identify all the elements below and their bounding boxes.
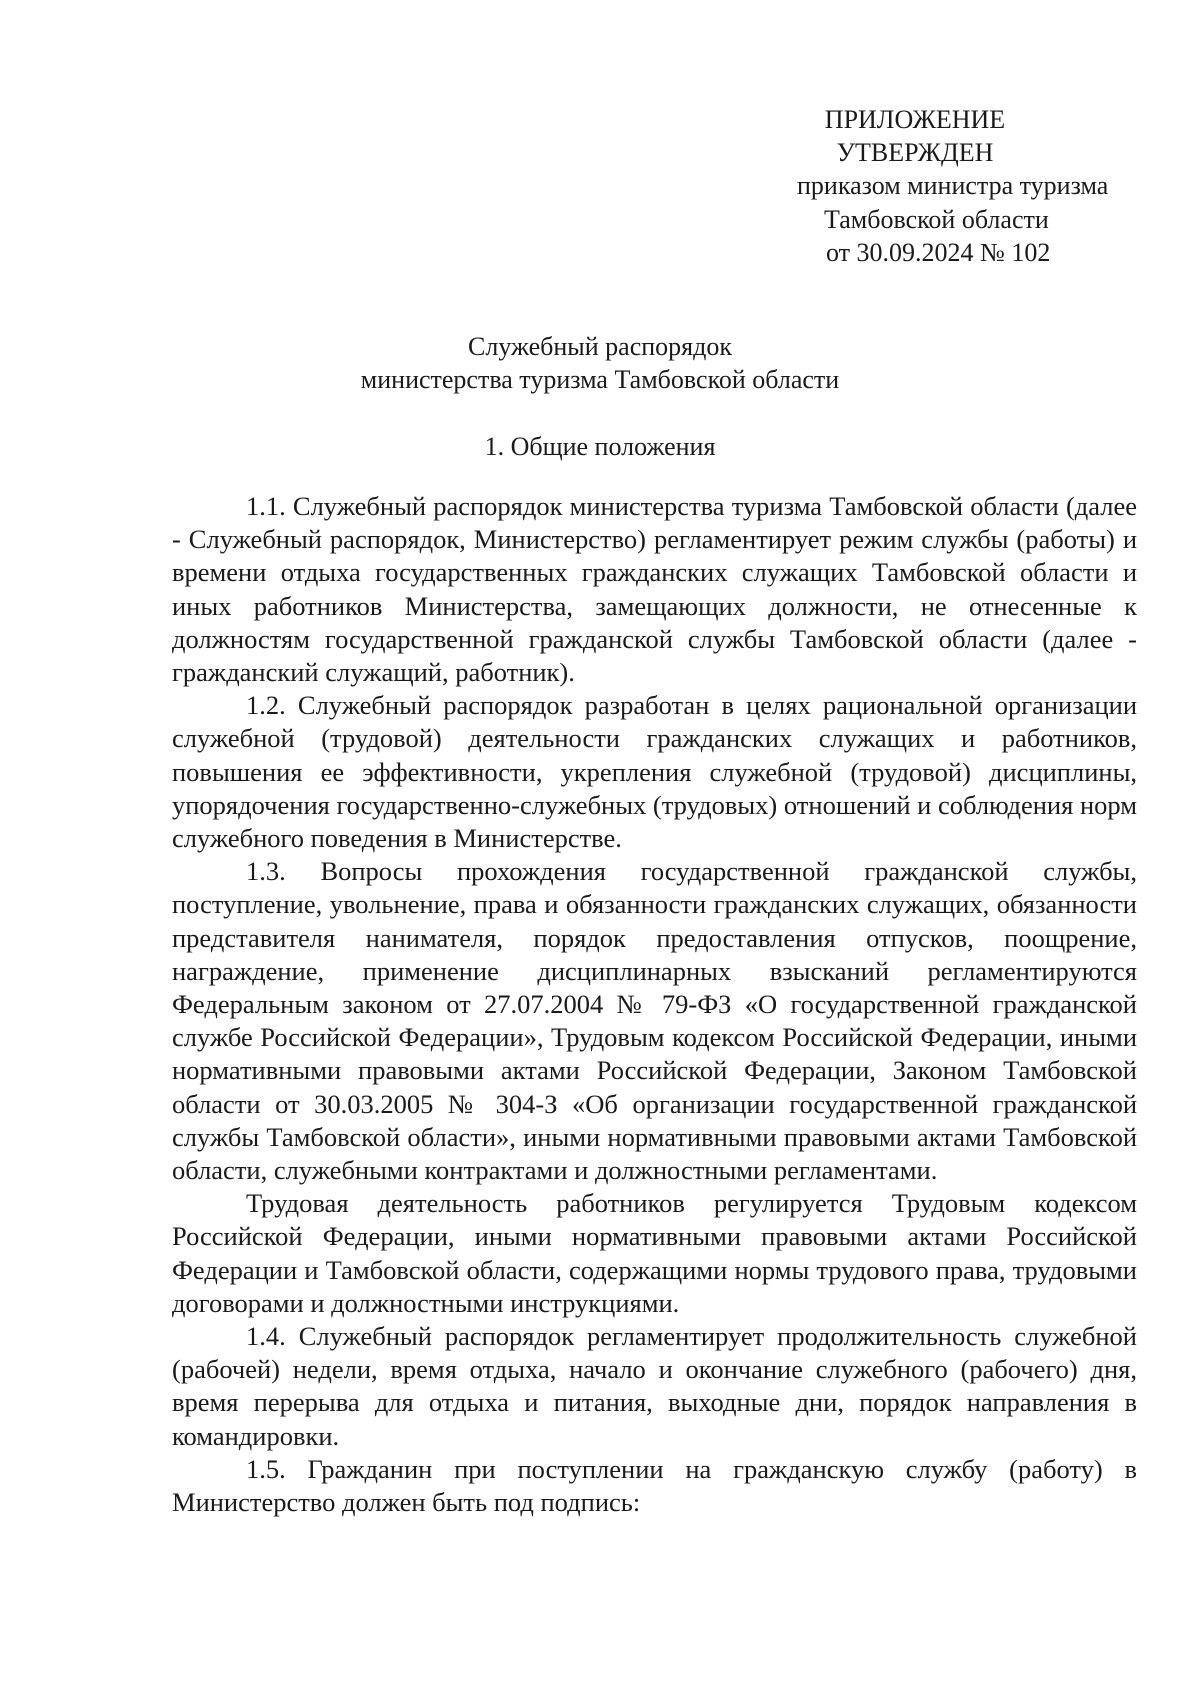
approved-date-number: от 30.09.2024 № 102 (826, 238, 1051, 267)
document-title-line1: Служебный распорядок (468, 332, 732, 361)
appendix-label: ПРИЛОЖЕНИЕ (824, 105, 1006, 134)
approved-by-order: приказом министра туризма (797, 171, 1109, 200)
paragraph-1-4: 1.4. Служебный распорядок регламентирует продолжительность служебной (рабочей) недели, время отдыха, начало и окончание служебного (рабочего) дня, время перерыва для отдыха и питания, выходные дни, порядок направления в командировки. (172, 1321, 1137, 1451)
paragraph-labor-activity: Трудовая деятельность работников регулируется Трудовым кодексом Российской Федерации, иными нормативными правовыми актами Российской Федерации и Тамбовской области, содержащими нормы трудового права, трудовыми договорами и должностными инструкциями. (172, 1188, 1137, 1318)
paragraph-1-2: 1.2. Служебный распорядок разработан в целях рациональной организации служебной (трудовой) деятельности гражданских служащих и работников, повышения ее эффективности, укрепления служебной (трудовой) дисциплины, упорядочения государственно-служебных (трудовых) отношений и соблюдения норм служебного поведения в Министерстве. (172, 690, 1137, 854)
paragraph-1-1: 1.1. Служебный распорядок министерства туризма Тамбовской области (далее - Служебный распорядок, Министерство) регламентирует режим службы (работы) и времени отдыха государственных гражданских служащих Тамбовской области и иных работников Министерства, замещающих должности, не отнесенные к должностям государственной гражданской службы Тамбовской области (далее - гражданский служащий, работник). (172, 491, 1137, 688)
document-title (0, 330, 1200, 396)
approved-region: Тамбовской области (824, 205, 1049, 234)
approved-label: УТВЕРЖДЕН (836, 138, 994, 167)
section-title: 1. Общие положения (484, 432, 716, 461)
paragraph-1-3: 1.3. Вопросы прохождения государственной гражданской службы, поступление, увольнение, права и обязанности гражданских служащих, обязанности представителя нанимателя, порядок предоставления отпусков, поощрение, награждение, применение дисциплинарных взысканий регламентируются Федеральным законом от 27.07.2004 № 79-ФЗ «О государственной гражданской службе Российской Федерации», Трудовым кодексом Российской Федерации, иными нормативными правовыми актами Российской Федерации, Законом Тамбовской области от 30.03.2005 № 304-З «Об организации государственной гражданской службы Тамбовской области», иными нормативными правовыми актами Тамбовской области, служебными контрактами и должностными регламентами. (172, 856, 1137, 1186)
document-title-line2: министерства туризма Тамбовской области (360, 365, 840, 394)
paragraph-1-5: 1.5. Гражданин при поступлении на гражданскую службу (работу) в Министерство должен быть под подпись: (172, 1453, 1137, 1518)
document-body (172, 490, 1137, 1519)
